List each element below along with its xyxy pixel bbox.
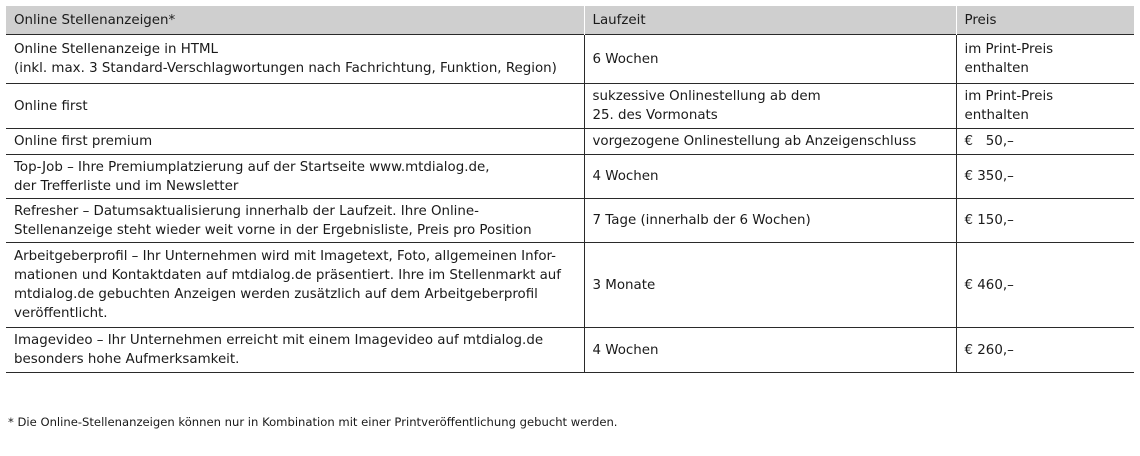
price-cell <box>956 155 1134 199</box>
header-price: Preis <box>956 6 1134 35</box>
product-line: mtdialog.de gebuchten Anzeigen werden zusätzlich auf dem Arbeitgeberprofil <box>14 287 538 302</box>
price-text: € 150,– <box>964 213 1014 228</box>
product-cell <box>6 328 584 373</box>
product-line: Refresher – Datumsaktualisierung innerhalb der Laufzeit. Ihre Online- <box>14 203 479 219</box>
duration-cell <box>584 328 956 373</box>
price-cell <box>956 243 1134 328</box>
header-duration: Laufzeit <box>584 6 956 35</box>
product-cell <box>6 155 584 199</box>
price-text: im Print-Preis <box>964 89 1054 104</box>
price-text: € 350,– <box>964 169 1014 184</box>
online-job-ads-price-table <box>6 6 1134 373</box>
price-cell <box>956 35 1134 84</box>
price-cell <box>956 84 1134 129</box>
duration-text: 4 Wochen <box>592 342 659 358</box>
product-cell <box>6 35 584 84</box>
duration-text: 4 Wochen <box>592 169 659 184</box>
duration-text: 6 Wochen <box>592 51 659 67</box>
duration-text: vorgezogene Onlinestellung ab Anzeigenschluss <box>592 134 917 149</box>
price-text: enthalten <box>964 61 1029 76</box>
table-row <box>6 328 1134 373</box>
product-line: Top-Job – Ihre Premiumplatzierung auf der Startseite www.mtdialog.de, <box>14 159 490 175</box>
duration-text: sukzessive Onlinestellung ab dem <box>592 89 821 104</box>
price-text: im Print-Preis <box>964 42 1054 57</box>
price-cell <box>956 129 1134 155</box>
table-header-row <box>6 6 1134 35</box>
product-line: der Trefferliste und im Newsletter <box>14 178 239 194</box>
duration-cell <box>584 35 956 84</box>
duration-cell <box>584 84 956 129</box>
duration-text: 7 Tage (innerhalb der 6 Wochen) <box>592 213 811 228</box>
table-row <box>6 84 1134 129</box>
duration-cell <box>584 129 956 155</box>
product-line: Stellenanzeige steht wieder weit vorne in der Ergebnisliste, Preis pro Position <box>14 222 532 238</box>
product-cell <box>6 243 584 328</box>
price-text: € 260,– <box>964 342 1014 358</box>
product-line: Imagevideo – Ihr Unternehmen erreicht mit einem Imagevideo auf mtdialog.de <box>14 333 544 348</box>
duration-text: 3 Monate <box>592 277 656 293</box>
product-line: Online first premium <box>14 134 153 149</box>
product-line: Online Stellenanzeige in HTML <box>14 42 219 57</box>
header-product: Online Stellenanzeigen* <box>6 6 584 35</box>
footnote: * Die Online-Stellenanzeigen können nur in Kombination mit einer Printveröffentlichung gebucht werden. <box>8 415 618 429</box>
duration-text: 25. des Vormonats <box>592 108 718 123</box>
duration-cell <box>584 155 956 199</box>
price-cell <box>956 328 1134 373</box>
table-row <box>6 155 1134 199</box>
table-row <box>6 129 1134 155</box>
duration-cell <box>584 199 956 243</box>
table-row <box>6 199 1134 243</box>
product-cell <box>6 84 584 129</box>
price-text: enthalten <box>964 108 1029 123</box>
table-row <box>6 243 1134 328</box>
product-line: (inkl. max. 3 Standard-Verschlagwortungen nach Fachrichtung, Funktion, Region) <box>14 61 557 76</box>
price-text: € 50,– <box>964 134 1014 149</box>
price-cell <box>956 199 1134 243</box>
table-row <box>6 35 1134 84</box>
product-line: Arbeitgeberprofil – Ihr Unternehmen wird mit Imagetext, Foto, allgemeinen Infor- <box>14 249 557 264</box>
product-line: veröffentlicht. <box>14 306 108 321</box>
product-cell <box>6 129 584 155</box>
product-line: Online first <box>14 98 88 114</box>
product-line: besonders hohe Aufmerksamkeit. <box>14 352 240 367</box>
product-line: mationen und Kontaktdaten auf mtdialog.de präsentiert. Ihre im Stellenmarkt auf <box>14 268 561 283</box>
product-cell <box>6 199 584 243</box>
price-text: € 460,– <box>964 277 1014 293</box>
duration-cell <box>584 243 956 328</box>
